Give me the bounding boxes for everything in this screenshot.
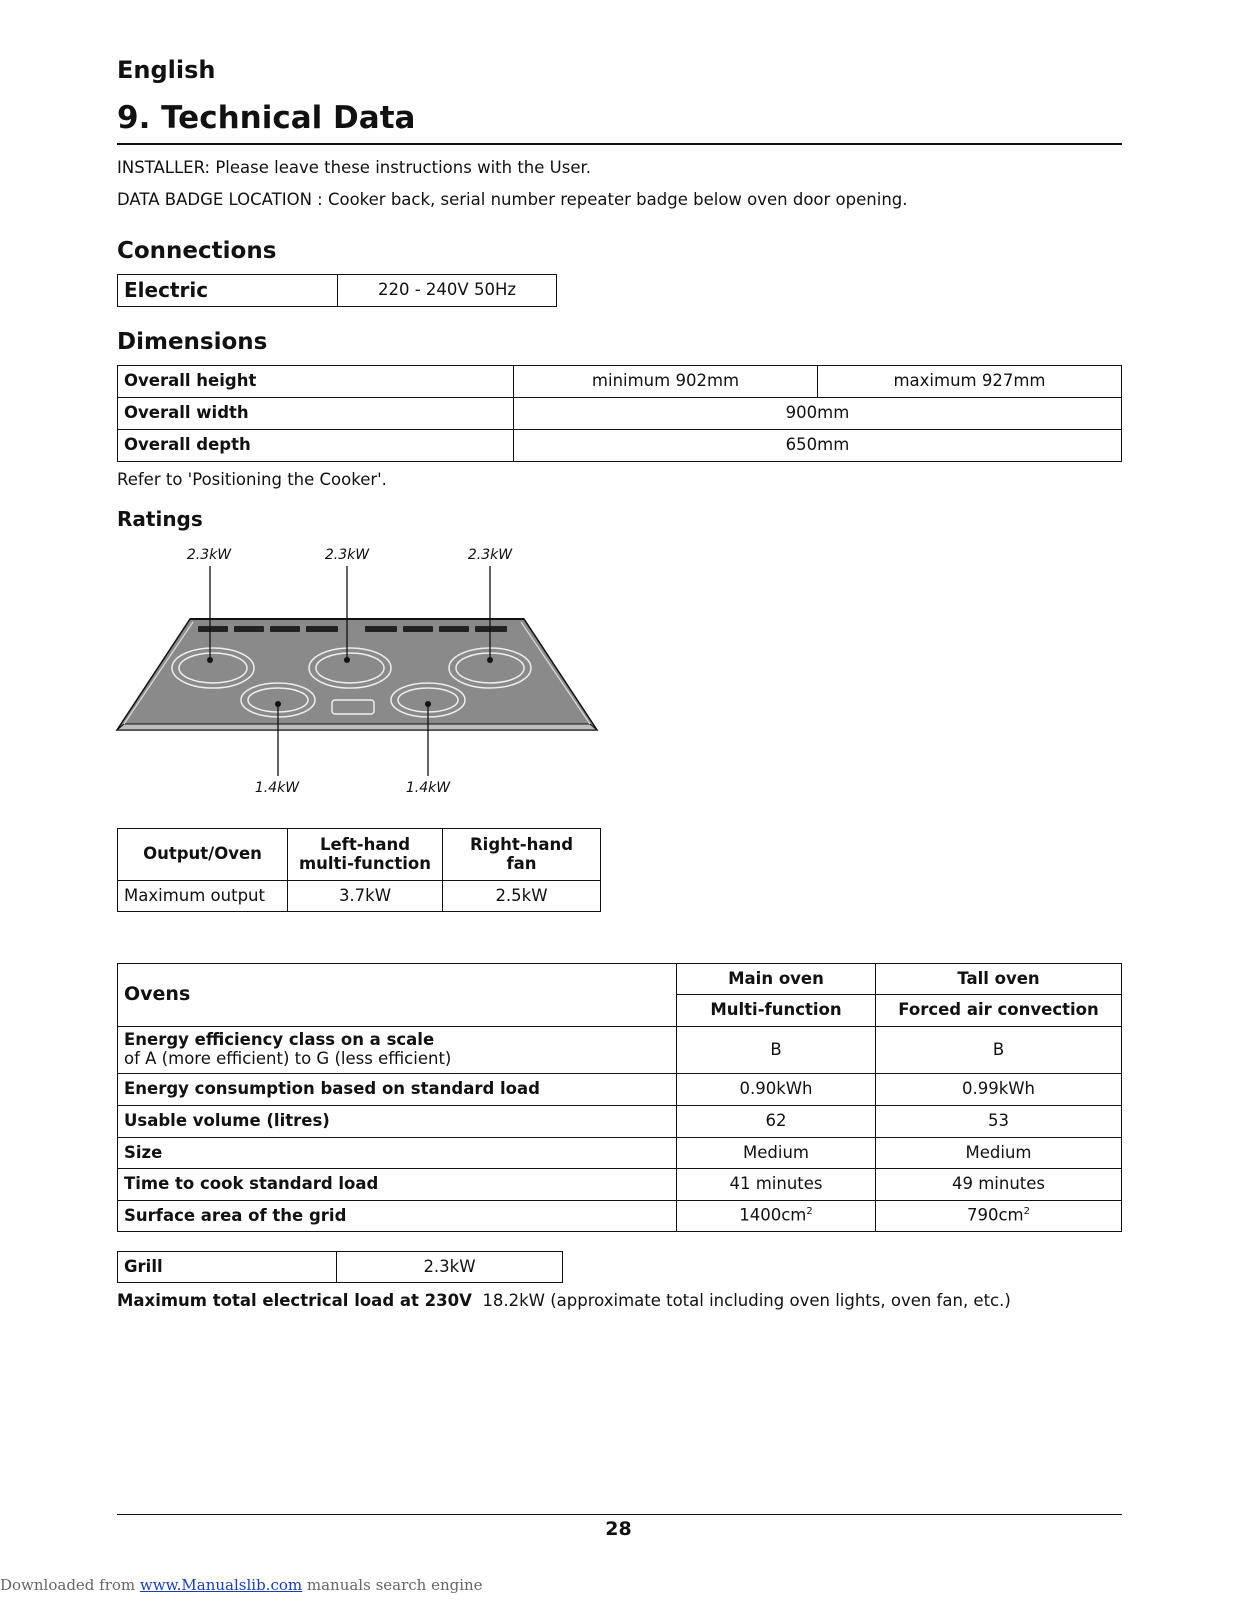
max-load-label: Maximum total electrical load at 230V xyxy=(117,1291,472,1310)
tall-oven-type: Forced air convection xyxy=(876,995,1122,1027)
dimensions-heading: Dimensions xyxy=(117,329,268,355)
left-hand-output-value: 3.7kW xyxy=(288,881,443,912)
cook-time-tall: 49 minutes xyxy=(876,1169,1122,1201)
left-hand-header xyxy=(288,829,443,881)
energy-consumption-tall: 0.99kWh xyxy=(876,1074,1122,1106)
ratings-heading: Ratings xyxy=(117,507,203,531)
electric-label: Electric xyxy=(118,275,338,307)
table-row xyxy=(118,1106,1122,1138)
overall-width-value: 900mm xyxy=(514,398,1122,430)
oven-output-table xyxy=(117,828,601,912)
footer-rule xyxy=(117,1514,1122,1515)
table-row xyxy=(118,430,1122,462)
table-row xyxy=(118,1169,1122,1201)
right-hand-output-value: 2.5kW xyxy=(443,881,601,912)
output-oven-header: Output/Oven xyxy=(118,829,288,881)
energy-consumption-label: Energy consumption based on standard load xyxy=(118,1074,677,1106)
zone-label-rear-right: 2.3kW xyxy=(467,548,513,563)
table-row xyxy=(118,829,601,881)
maximum-output-label: Maximum output xyxy=(118,881,288,912)
overall-height-label: Overall height xyxy=(118,366,514,398)
max-load-line xyxy=(117,1291,1011,1310)
energy-class-main: B xyxy=(677,1027,876,1074)
energy-class-tall: B xyxy=(876,1027,1122,1074)
badge-location-note: DATA BADGE LOCATION : Cooker back, serial number repeater badge below oven door opening. xyxy=(117,190,908,209)
energy-class-label xyxy=(118,1027,677,1074)
right-hand-header-line2: fan xyxy=(506,853,537,873)
energy-class-label-line2: of A (more efficient) to G (less efficient) xyxy=(124,1049,452,1068)
hob-ratings-diagram xyxy=(110,548,610,818)
table-row xyxy=(118,398,1122,430)
main-oven-type: Multi-function xyxy=(677,995,876,1027)
overall-height-min: minimum 902mm xyxy=(514,366,818,398)
ovens-heading: Ovens xyxy=(118,964,677,1027)
table-row xyxy=(118,881,601,912)
usable-volume-tall: 53 xyxy=(876,1106,1122,1138)
left-hand-header-line1: Left-hand xyxy=(319,834,411,854)
connections-heading: Connections xyxy=(117,238,277,264)
grill-table xyxy=(117,1251,563,1283)
overall-depth-value: 650mm xyxy=(514,430,1122,462)
cook-time-label: Time to cook standard load xyxy=(118,1169,677,1201)
tagline-text: manuals search engine xyxy=(302,1576,483,1594)
overall-width-label: Overall width xyxy=(118,398,514,430)
positioning-note: Refer to 'Positioning the Cooker'. xyxy=(117,470,387,489)
overall-height-max: maximum 927mm xyxy=(818,366,1122,398)
size-label: Size xyxy=(118,1138,677,1169)
title-underline xyxy=(117,143,1122,145)
table-row xyxy=(118,366,1122,398)
language-label: English xyxy=(117,56,216,84)
grid-area-main: $1400cm^2$ xyxy=(677,1201,876,1232)
main-oven-header: Main oven xyxy=(677,964,876,995)
table-row xyxy=(118,964,1122,995)
page-number: 28 xyxy=(605,1518,632,1540)
grid-area-label: Surface area of the grid xyxy=(118,1201,677,1232)
usable-volume-label: Usable volume (litres) xyxy=(118,1106,677,1138)
ovens-table xyxy=(117,963,1122,1232)
zone-label-rear-left: 2.3kW xyxy=(186,548,232,563)
cook-time-main: 41 minutes xyxy=(677,1169,876,1201)
grill-value: 2.3kW xyxy=(337,1252,563,1283)
electric-value: 220 - 240V 50Hz xyxy=(338,275,557,307)
installer-note: INSTALLER: Please leave these instructions with the User. xyxy=(117,158,591,177)
zone-label-front-right: 1.4kW xyxy=(405,780,451,796)
size-tall: Medium xyxy=(876,1138,1122,1169)
hob-front-edge xyxy=(117,724,597,730)
connections-table xyxy=(117,274,557,307)
left-hand-header-line2: multi-function xyxy=(298,853,432,873)
tall-oven-header: Tall oven xyxy=(876,964,1122,995)
right-hand-header xyxy=(443,829,601,881)
table-row xyxy=(118,1074,1122,1106)
downloaded-from-text: Downloaded from xyxy=(0,1576,140,1594)
usable-volume-main: 62 xyxy=(677,1106,876,1138)
max-load-value: 18.2kW (approximate total including oven lights, oven fan, etc.) xyxy=(482,1291,1011,1310)
table-row xyxy=(118,1138,1122,1169)
size-main: Medium xyxy=(677,1138,876,1169)
grill-label: Grill xyxy=(118,1252,337,1283)
zone-label-front-left: 1.4kW xyxy=(254,780,300,796)
energy-consumption-main: 0.90kWh xyxy=(677,1074,876,1106)
table-row xyxy=(118,1201,1122,1232)
right-hand-header-line1: Right-hand xyxy=(469,834,574,854)
page-title: 9. Technical Data xyxy=(117,100,416,136)
overall-depth-label: Overall depth xyxy=(118,430,514,462)
dimensions-table xyxy=(117,365,1122,462)
energy-class-label-line1: Energy efficiency class on a scale xyxy=(124,1030,435,1050)
table-row xyxy=(118,1027,1122,1074)
zone-label-rear-middle: 2.3kW xyxy=(324,548,370,563)
download-footer xyxy=(0,1576,483,1594)
grid-area-tall: $790cm^2$ xyxy=(876,1201,1122,1232)
manualslib-link[interactable]: www.Manualslib.com xyxy=(139,1576,303,1594)
